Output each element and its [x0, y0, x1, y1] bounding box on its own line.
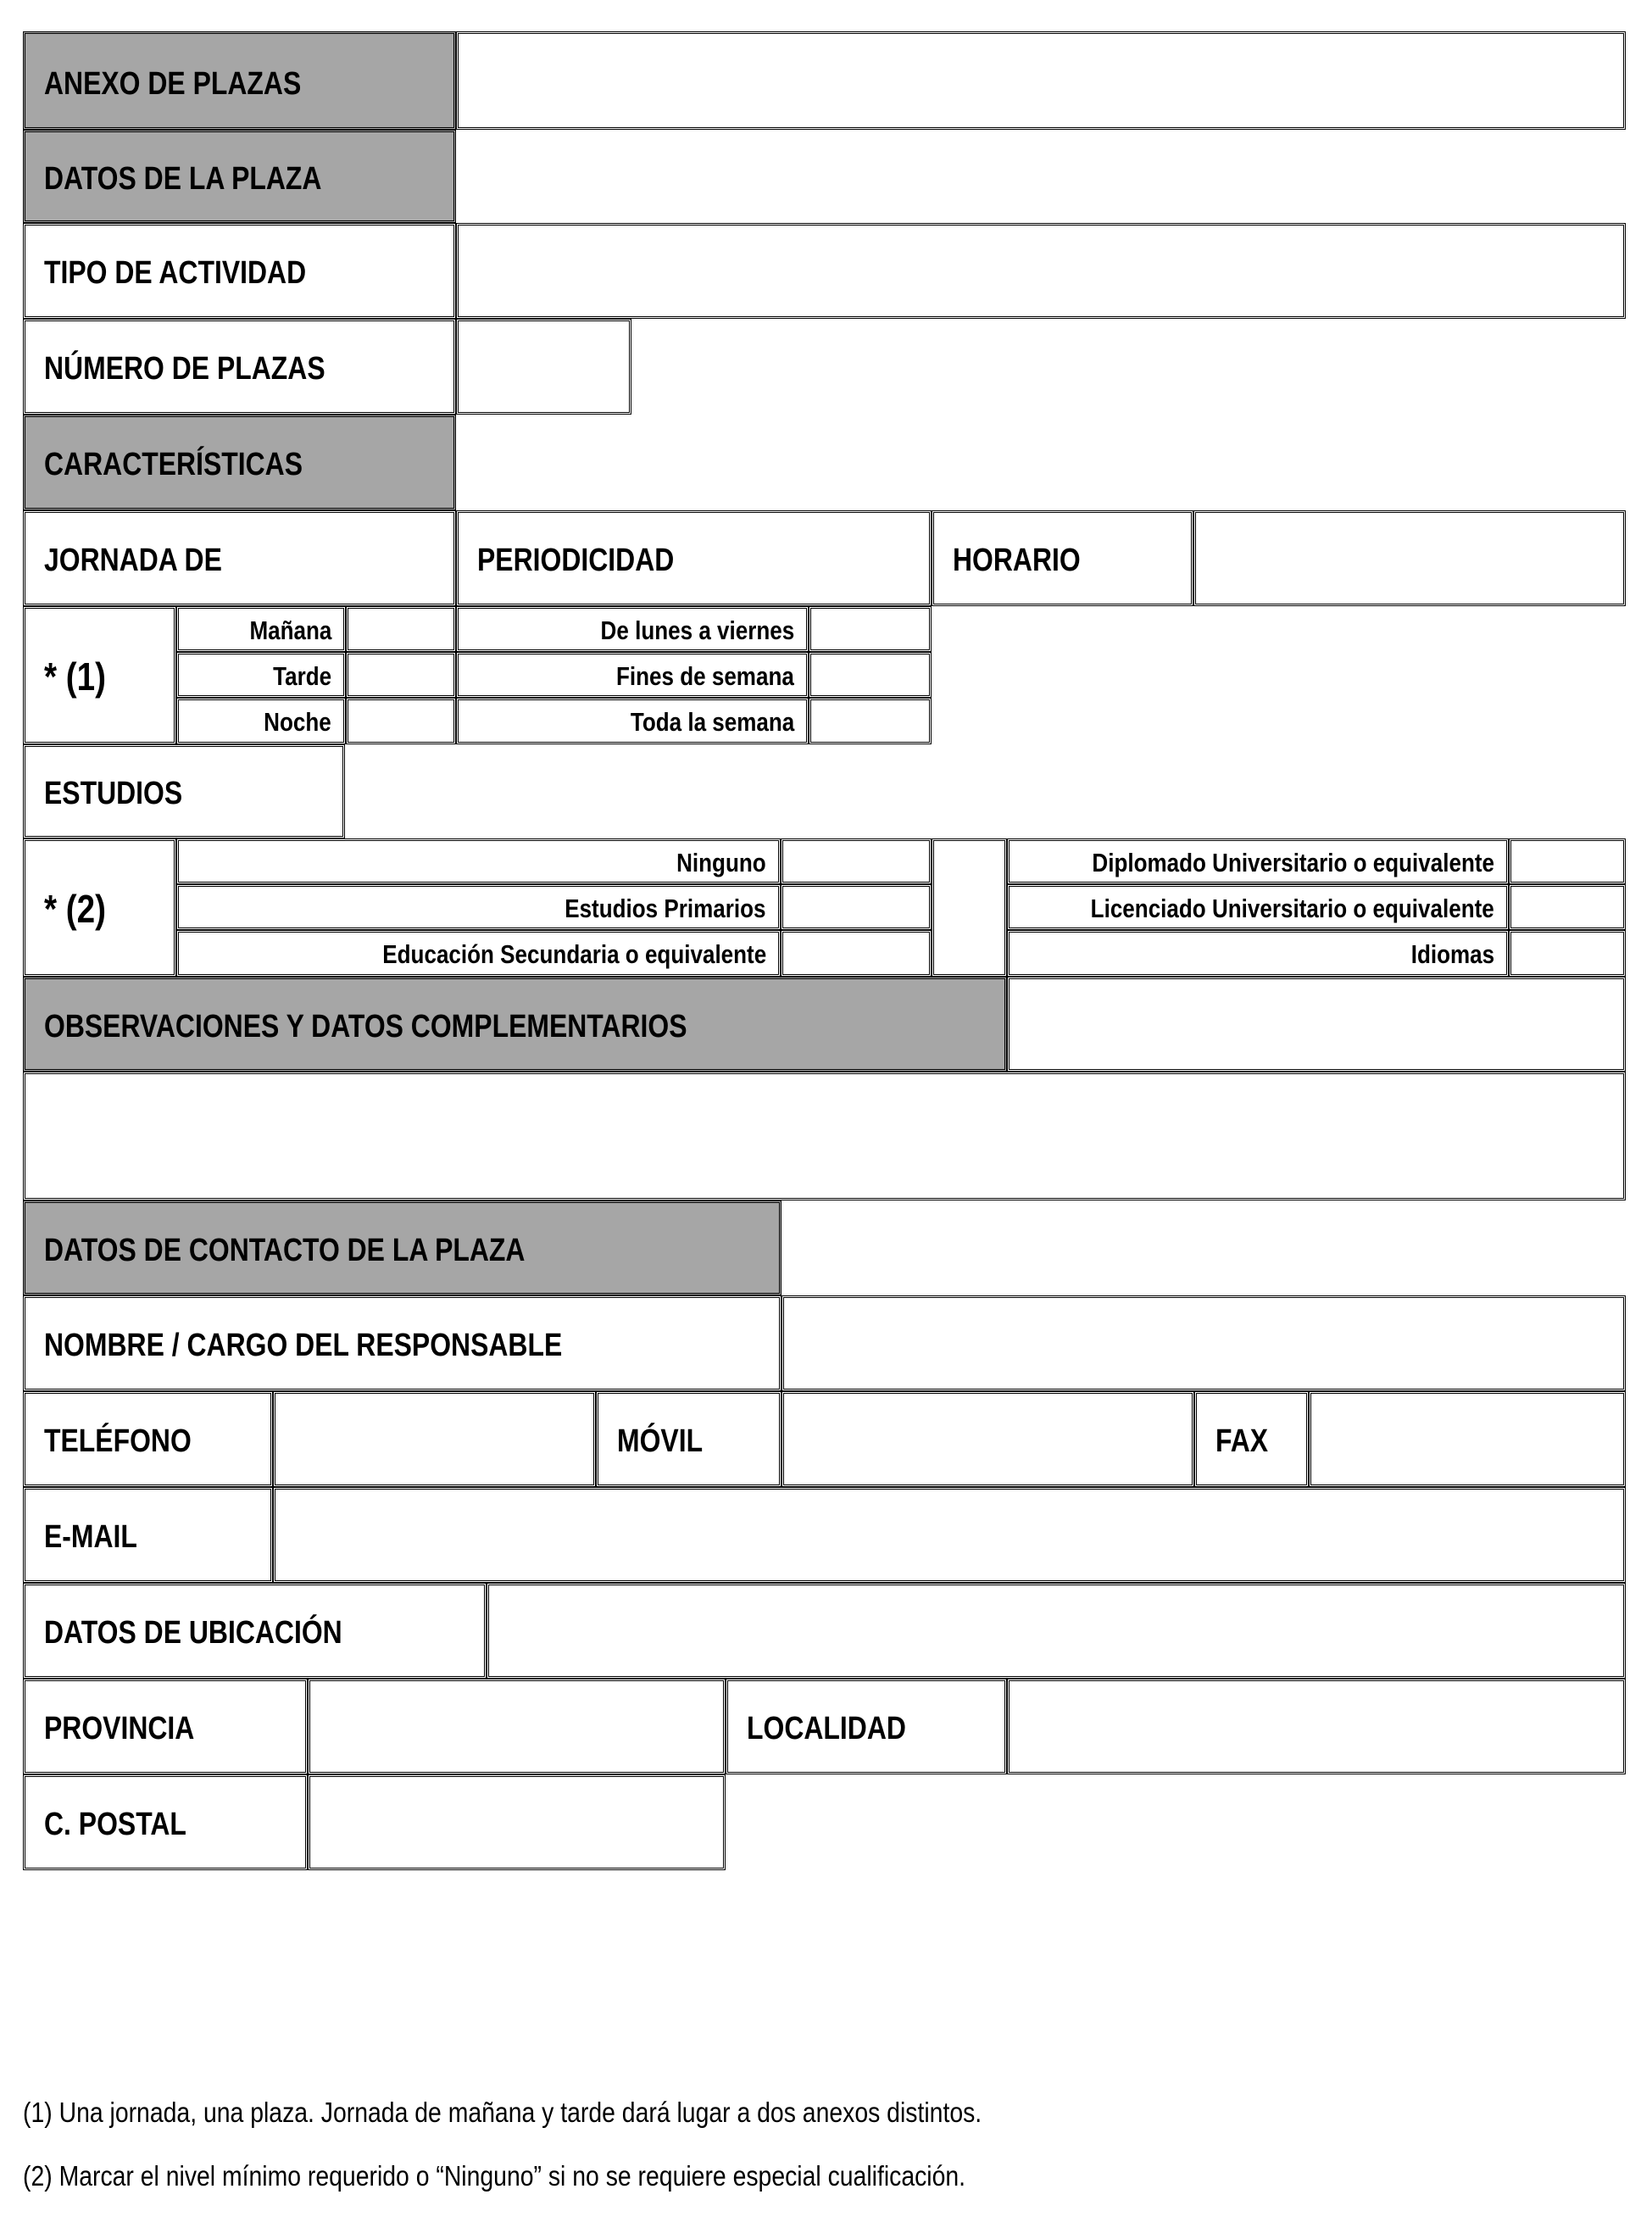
estudios-option-secundaria: [176, 930, 781, 977]
provincia-label-cell: [23, 1679, 308, 1774]
estudios-label-cell: [23, 744, 345, 838]
marker-2: * (2): [44, 887, 107, 931]
postal-label: C. POSTAL: [44, 1807, 186, 1842]
observaciones-field[interactable]: [23, 1072, 1626, 1200]
footnote-2: (2) Marcar el nivel mínimo requerido o “Ninguno” si no se requiere especial cualificación.: [23, 2160, 966, 2192]
email-label: E-MAIL: [44, 1519, 137, 1555]
jornada-option-label: Noche: [264, 707, 331, 737]
estudios-label: ESTUDIOS: [44, 776, 183, 811]
provincia-field[interactable]: [308, 1679, 726, 1774]
horario-label: HORARIO: [953, 543, 1081, 578]
periodicidad-label: PERIODICIDAD: [477, 543, 675, 578]
jornada-option-noche: [176, 698, 346, 744]
estudios-option-primarios: [176, 884, 781, 930]
numero-plazas-field[interactable]: [456, 319, 631, 415]
marker-1-cell: [23, 606, 176, 744]
estudios-option-licenciado: [1007, 884, 1509, 930]
estudios-checkbox-secundaria[interactable]: [781, 930, 932, 977]
ubicacion-label-cell: [23, 1583, 487, 1679]
estudios-option-label: Licenciado Universitario o equivalente: [1090, 894, 1494, 923]
footnote-1: (1) Una jornada, una plaza. Jornada de mañana y tarde dará lugar a dos anexos distintos.: [23, 2097, 982, 2128]
observaciones-side-field: [1007, 977, 1626, 1072]
estudios-option-diplomado: [1007, 838, 1509, 884]
localidad-label: LOCALIDAD: [747, 1711, 906, 1746]
horario-label-cell: [932, 510, 1193, 606]
numero-plazas-label: NÚMERO DE PLAZAS: [44, 351, 325, 387]
jornada-checkbox-noche[interactable]: [346, 698, 456, 744]
horario-field[interactable]: [1193, 510, 1626, 606]
periodicidad-checkbox-fines-semana[interactable]: [809, 652, 932, 698]
contacto-label: DATOS DE CONTACTO DE LA PLAZA: [44, 1233, 526, 1268]
periodicidad-option-fines-semana: [456, 652, 809, 698]
estudios-option-label: Ninguno: [676, 848, 766, 877]
telefono-label: TELÉFONO: [44, 1423, 192, 1459]
movil-label: MÓVIL: [617, 1423, 704, 1459]
estudios-option-label: Diplomado Universitario o equivalente: [1092, 848, 1494, 877]
jornada-option-manana: [176, 606, 346, 652]
periodicidad-option-lunes-viernes: [456, 606, 809, 652]
tipo-actividad-field[interactable]: [456, 223, 1626, 319]
datos-plaza-label: DATOS DE LA PLAZA: [44, 161, 322, 197]
localidad-field[interactable]: [1007, 1679, 1626, 1774]
datos-plaza-label-cell: [23, 130, 456, 223]
localidad-label-cell: [726, 1679, 1007, 1774]
jornada-option-label: Tarde: [273, 661, 331, 691]
jornada-label: JORNADA DE: [44, 543, 222, 578]
caracteristicas-label-cell: [23, 415, 456, 510]
nombre-cargo-label: NOMBRE / CARGO DEL RESPONSABLE: [44, 1328, 563, 1363]
email-label-cell: [23, 1487, 273, 1583]
estudios-spacer: [932, 838, 1007, 977]
estudios-checkbox-ninguno[interactable]: [781, 838, 932, 884]
caracteristicas-label: CARACTERÍSTICAS: [44, 447, 303, 482]
periodicidad-option-label: De lunes a viernes: [600, 615, 794, 645]
tipo-actividad-label: TIPO DE ACTIVIDAD: [44, 255, 307, 291]
postal-label-cell: [23, 1774, 308, 1870]
fax-label-cell: [1194, 1391, 1309, 1487]
jornada-checkbox-manana[interactable]: [346, 606, 456, 652]
movil-label-cell: [596, 1391, 782, 1487]
ubicacion-field[interactable]: [487, 1583, 1626, 1679]
fax-field[interactable]: [1309, 1391, 1626, 1487]
jornada-checkbox-tarde[interactable]: [346, 652, 456, 698]
periodicidad-label-cell: [456, 510, 932, 606]
estudios-option-label: Estudios Primarios: [565, 894, 766, 923]
telefono-field[interactable]: [273, 1391, 596, 1487]
nombre-cargo-field[interactable]: [782, 1295, 1626, 1391]
observaciones-label: OBSERVACIONES Y DATOS COMPLEMENTARIOS: [44, 1009, 687, 1044]
ubicacion-label: DATOS DE UBICACIÓN: [44, 1615, 342, 1651]
telefono-label-cell: [23, 1391, 273, 1487]
numero-plazas-label-cell: [23, 319, 456, 415]
jornada-option-tarde: [176, 652, 346, 698]
marker-1: * (1): [44, 654, 107, 699]
postal-field[interactable]: [308, 1774, 726, 1870]
estudios-option-idiomas: [1007, 930, 1509, 977]
contacto-label-cell: [23, 1200, 782, 1295]
periodicidad-checkbox-lunes-viernes[interactable]: [809, 606, 932, 652]
tipo-actividad-label-cell: [23, 223, 456, 319]
anexo-label-cell: [23, 31, 456, 130]
periodicidad-checkbox-toda-semana[interactable]: [809, 698, 932, 744]
anexo-field[interactable]: [456, 31, 1626, 130]
estudios-option-label: Educación Secundaria o equivalente: [382, 939, 766, 969]
marker-2-cell: [23, 838, 176, 977]
provincia-label: PROVINCIA: [44, 1711, 195, 1746]
movil-field[interactable]: [782, 1391, 1194, 1487]
estudios-option-label: Idiomas: [1410, 939, 1494, 969]
fax-label: FAX: [1215, 1423, 1269, 1459]
periodicidad-option-label: Toda la semana: [630, 707, 794, 737]
jornada-label-cell: [23, 510, 456, 606]
observaciones-label-cell: [23, 977, 1007, 1072]
estudios-checkbox-idiomas[interactable]: [1509, 930, 1626, 977]
periodicidad-option-toda-semana: [456, 698, 809, 744]
estudios-checkbox-diplomado[interactable]: [1509, 838, 1626, 884]
nombre-cargo-label-cell: [23, 1295, 782, 1391]
email-field[interactable]: [273, 1487, 1626, 1583]
jornada-option-label: Mañana: [249, 615, 331, 645]
estudios-checkbox-licenciado[interactable]: [1509, 884, 1626, 930]
estudios-option-ninguno: [176, 838, 781, 884]
anexo-label: ANEXO DE PLAZAS: [44, 66, 302, 102]
periodicidad-option-label: Fines de semana: [616, 661, 794, 691]
estudios-checkbox-primarios[interactable]: [781, 884, 932, 930]
